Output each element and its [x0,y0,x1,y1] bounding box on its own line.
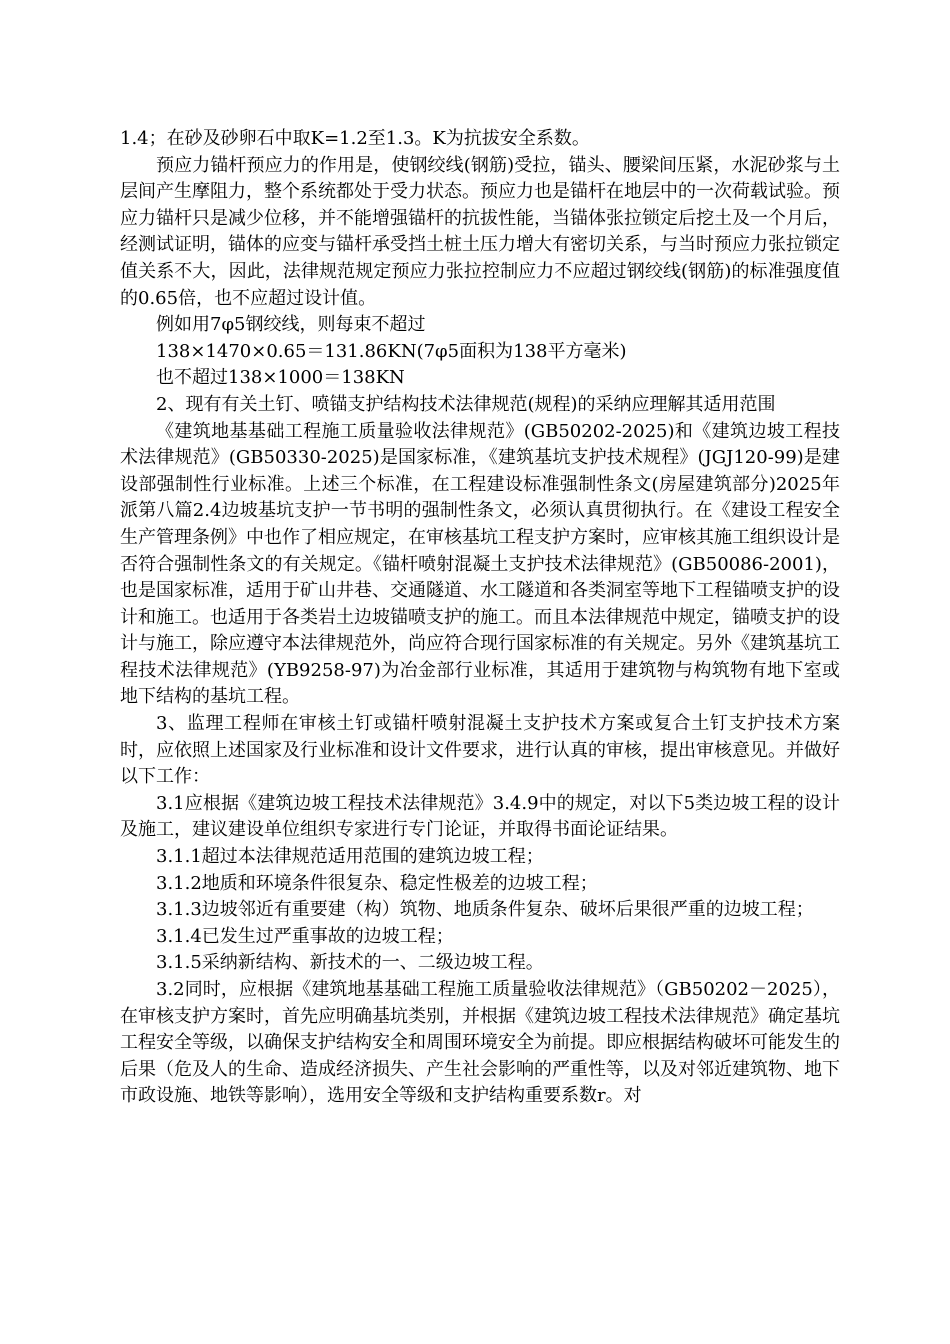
paragraph-6: 2、现有有关土钉、喷锚支护结构技术法律规范(规程)的采纳应理解其适用范围 [156,393,776,415]
paragraph-15: 3.2同时，应根据《建筑地基基础工程施工质量验收法律规范》（GB50202－2025），在审核支护方案时，首先应明确基坑类别，并根据《建筑边坡工程技术法律规范》确定基坑工程安全等级，以确保支护结构安全和周围环境安全为前提。即应根据结构破坏可能发生的后果（危及人的生命、造成经济损失、产生社会影响的严重性等，以及对邻近建筑物、地下市政设施、地铁等影响），选用安全等级和支护结构重要系数r。对 [120,979,840,1107]
paragraph-4: 138×1470×0.65＝131.86KN(7φ5面积为138平方毫米) [156,340,627,362]
paragraph-3: 例如用7φ5钢绞线，则每束不超过 [156,314,426,336]
paragraph-10: 3.1.1超过本法律规范适用范围的建筑边坡工程； [156,846,544,868]
paragraph-1: 1.4；在砂及砂卵石中取K=1.2至1.3。K为抗拔安全系数。 [120,128,590,149]
paragraph-2: 预应力锚杆预应力的作用是，使钢绞线(钢筋)受拉，锚头、腰梁间压紧，水泥砂浆与土层间产生摩阻力，整个系统都处于受力状态。预应力也是锚杆在地层中的一次荷载试验。预应力锚杆只是减少位移，并不能增强锚杆的抗拔性能，当锚体张拉锁定后挖土及一个月后，经测试证明，锚体的应变与锚杆承受挡土桩土压力增大有密切关系，与当时预应力张拉锁定值关系不大，因此，法律规范规定预应力张拉控制应力不应超过钢绞线(钢筋)的标准强度值的0.65倍，也不应超过设计值。 [120,154,840,309]
paragraph-14: 3.1.5采纳新结构、新技术的一、二级边坡工程。 [156,952,544,974]
paragraph-11: 3.1.2地质和环境条件很复杂、稳定性极差的边坡工程； [156,872,598,894]
document-body [120,126,840,1110]
paragraph-9: 3.1应根据《建筑边坡工程技术法律规范》3.4.9中的规定，对以下5类边坡工程的设计及施工，建议建设单位组织专家进行专门论证，并取得书面论证结果。 [120,792,840,841]
paragraph-12: 3.1.3边坡邻近有重要建（构）筑物、地质条件复杂、破坏后果很严重的边坡工程； [156,899,814,921]
paragraph-5: 也不超过138×1000＝138KN [156,367,405,389]
paragraph-8: 3、监理工程师在审核土钉或锚杆喷射混凝土支护技术方案或复合土钉支护技术方案时，应依照上述国家及行业标准和设计文件要求，进行认真的审核，提出审核意见。并做好以下工作： [120,713,840,788]
paragraph-7: 《建筑地基基础工程施工质量验收法律规范》(GB50202-2025)和《建筑边坡工程技术法律规范》(GB50330-2025)是国家标准，《建筑基坑支护技术规程》(JGJ120-99)是建设部强制性行业标准。上述三个标准，在工程建设标准强制性条文(房屋建筑部分)2025年派第八篇2.4边坡基坑支护一节书明的强制性条文，必须认真贯彻执行。在《建设工程安全生产管理条例》中也作了相应规定，在审核基坑工程支护方案时，应审核其施工组织设计是否符合强制性条文的有关规定。《锚杆喷射混凝土支护技术法律规范》(GB50086-2001)，也是国家标准，适用于矿山井巷、交通隧道、水工隧道和各类洞室等地下工程锚喷支护的设计和施工。也适用于各类岩土边坡锚喷支护的施工。而且本法律规范中规定，锚喷支护的设计与施工，除应遵守本法律规范外，尚应符合现行国家标准的有关规定。另外《建筑基坑工程技术法律规范》(YB9258-97)为冶金部行业标准，其适用于建筑物与构筑物有地下室或地下结构的基坑工程。 [120,420,840,708]
paragraph-13: 3.1.4已发生过严重事故的边坡工程； [156,925,454,947]
